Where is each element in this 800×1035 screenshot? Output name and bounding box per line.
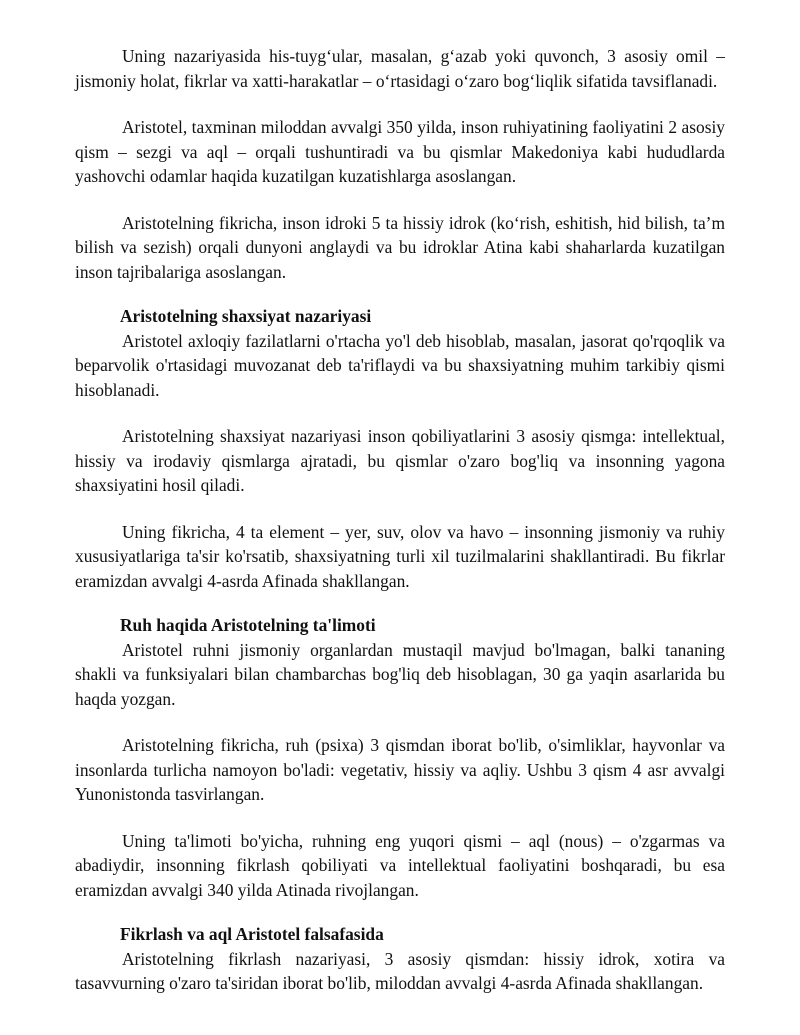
paragraph: Uning nazariyasida his-tuyg‘ular, masalan, g‘azab yoki quvonch, 3 asosiy omil – jismoniy holat, fikrlar va xatti-harakatlar – o‘rtasidagi o‘zaro bog‘liqlik sifatida tavsiflanadi.: [75, 46, 725, 91]
paragraph: Aristotel ruhni jismoniy organlardan mustaqil mavjud bo'lmagan, balki tananing shakli va funksiyalari bilan chambarchas bog'liq deb hisoblagan, 30 ga yaqin asarlarida bu haqda yozgan.: [75, 639, 725, 709]
paragraph: Aristotelning fikricha, inson idroki 5 ta hissiy idrok (ko‘rish, eshitish, hid bilish, ta’m bilish va sezish) orqali dunyoni anglaydi va bu idroklar Atina kabi shaharlarda kuzatilgan inson tajribalariga asoslangan.: [75, 212, 725, 282]
paragraph: Uning fikricha, 4 ta element – yer, suv, olov va havo – insonning jismoniy va ruhiy xususiyatlariga ta'sir ko'rsatib, shaxsiyatning turli xil tuzilmalarini shakllantiradi. Bu fikrlar eramizdan avvalgi 4-asrda Afinada shakllangan.: [75, 521, 725, 591]
document-page: [75, 44, 725, 1018]
paragraph: Aristotel axloqiy fazilatlarni o'rtacha yo'l deb hisoblab, masalan, jasorat qo'rqoqlik va beparvolik o'rtasidagi muvozanat deb ta'riflaydi va bu shaxsiyatning muhim tarkibiy qismi hisoblanadi.: [75, 330, 725, 400]
paragraph: Uning ta'limoti bo'yicha, ruhning eng yuqori qismi – aql (nous) – o'zgarmas va abadiydir, insonning fikrlash qobiliyati va intellektual faoliyatini boshqaradi, bu esa eramizdan avvalgi 340 yilda Atinada rivojlangan.: [75, 830, 725, 900]
section-heading: Ruh haqida Aristotelning ta'limoti: [120, 615, 376, 635]
paragraph: Aristotel, taxminan miloddan avvalgi 350 yilda, inson ruhiyatining faoliyatini 2 asosiy qism – sezgi va aql – orqali tushuntiradi va bu qismlar Makedoniya kabi hududlarda yashovchi odamlar haqida kuzatilgan kuzatishlarga asoslangan.: [75, 117, 725, 186]
paragraph: Aristotelning shaxsiyat nazariyasi inson qobiliyatlarini 3 asosiy qismga: intellektual, hissiy va irodaviy qismlarga ajratadi, bu qismlar o'zaro bog'liq va insonning yagona shaxsiyatini hosil qiladi.: [75, 426, 725, 495]
paragraph: Aristotelning fikrlash nazariyasi, 3 asosiy qismdan: hissiy idrok, xotira va tasavvurning o'zaro ta'siridan iborat bo'lib, miloddan avvalgi 4-asrda Afinada shakllangan.: [75, 948, 725, 993]
section-heading: Fikrlash va aql Aristotel falsafasida: [120, 924, 384, 944]
paragraph: Aristotelning fikricha, ruh (psixa) 3 qismdan iborat bo'lib, o'simliklar, hayvonlar va insonlarda turlicha namoyon bo'ladi: vegetativ, hissiy va aqliy. Ushbu 3 qism 4 asr avvalgi Yunonistonda tasvirlangan.: [75, 735, 725, 804]
section-heading: Aristotelning shaxsiyat nazariyasi: [120, 306, 372, 326]
